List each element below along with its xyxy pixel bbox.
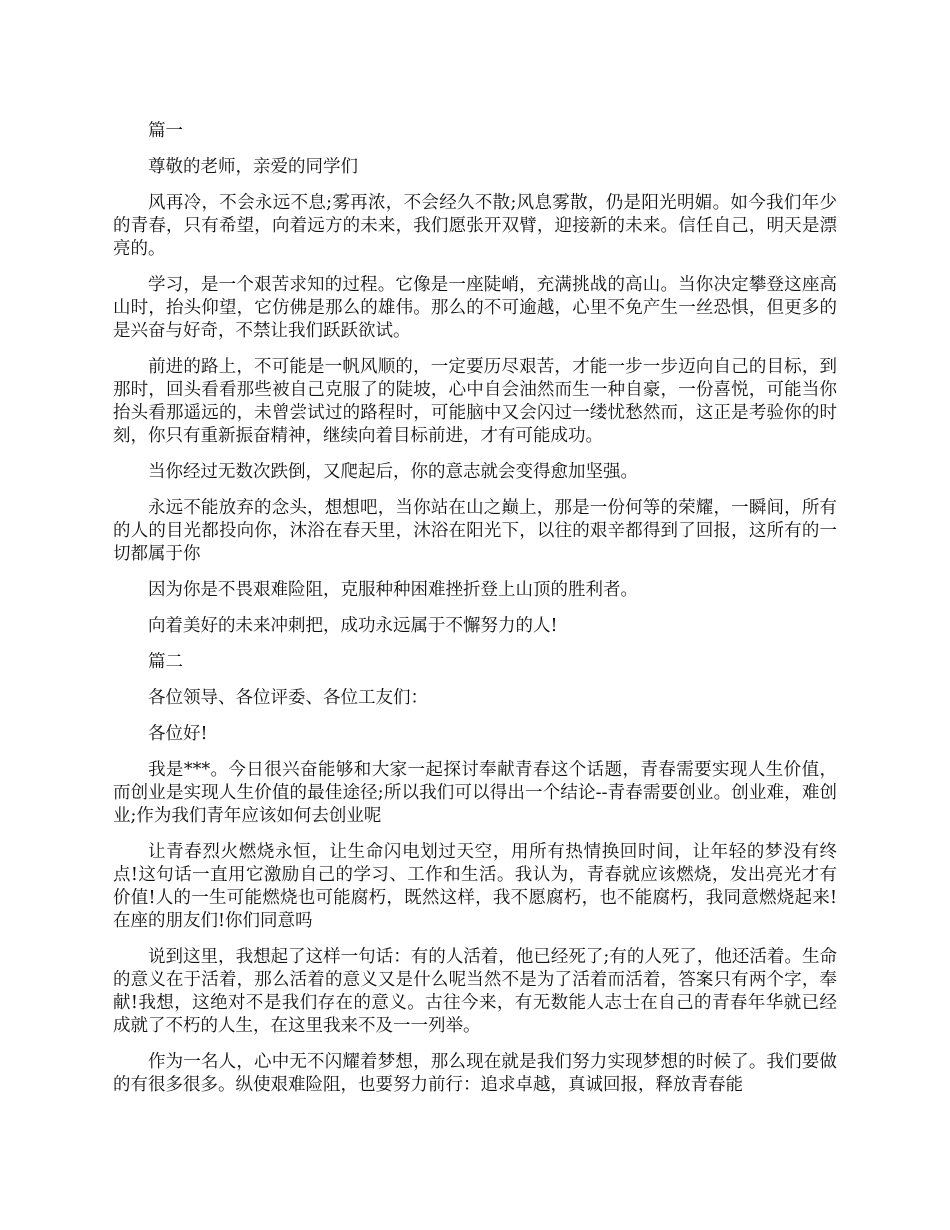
paragraph: 让青春烈火燃烧永恒，让生命闪电划过天空，用所有热情换回时间，让年轻的梦没有终点!这句话一直用它激励自己的学习、工作和生活。我认为，青春就应该燃烧，发出亮光才有价值!人的一生可能燃烧也可能腐朽，既然这样，我不愿腐朽，也不能腐朽，我同意燃烧起来!在座的朋友们!你们同意吗 (113, 842, 837, 931)
paragraph: 学习，是一个艰苦求知的过程。它像是一座陡峭，充满挑战的高山。当你决定攀登这座高山时，抬头仰望，它仿佛是那么的雄伟。那么的不可逾越，心里不免产生一丝恐惧，但更多的是兴奋与好奇，不禁让我们跃跃欲试。 (113, 275, 837, 341)
paragraph: 前进的路上，不可能是一帆风顺的，一定要历尽艰苦，才能一步一步迈向自己的目标，到那时，回头看看那些被自己克服了的陡坡，心中自会油然而生一种自豪，一份喜悦，可能当你抬头看那遥远的，未曾尝试过的路程时，可能脑中又会闪过一缕忧愁然而，这正是考验你的时刻，你只有重新振奋精神，继续向着目标前进，才有可能成功。 (113, 357, 837, 446)
greeting: 各位好! (148, 724, 208, 744)
paragraph: 说到这里，我想起了这样一句话：有的人活着，他已经死了;有的人死了，他还活着。生命的意义在于活着，那么活着的意义又是什么呢当然不是为了活着而活着，答案只有两个字，奉献!我想，这绝对不是我们存在的意义。古往今来，有无数能人志士在自己的青春年华就已经成就了不朽的人生，在这里我来不及一一列举。 (113, 947, 837, 1036)
paragraph: 永远不能放弃的念头，想想吧，当你站在山之巅上，那是一份何等的荣耀，一瞬间，所有的人的目光都投向你，沐浴在春天里，沐浴在阳光下，以往的艰辛都得到了回报，这所有的一切都属于你 (113, 498, 837, 564)
paragraph: 作为一名人，心中无不闪耀着梦想，那么现在就是我们努力实现梦想的时候了。我们要做的有很多很多。纵使艰难险阻，也要努力前行：追求卓越，真诚回报，释放青春能 (113, 1052, 837, 1095)
paragraph: 当你经过无数次跌倒，又爬起后，你的意志就会变得愈加坚强。 (148, 462, 638, 482)
paragraph: 风再冷，不会永远不息;雾再浓，不会经久不散;风息雾散，仍是阳光明媚。如今我们年少的青春，只有希望，向着远方的未来，我们愿张开双臂，迎接新的未来。信任自己，明天是漂亮的。 (113, 193, 837, 259)
paragraph: 因为你是不畏艰难险阻，克服种种困难挫折登上山顶的胜利者。 (148, 580, 638, 600)
salutation: 各位领导、各位评委、各位工友们： (148, 688, 428, 708)
paragraph: 向着美好的未来冲刺把，成功永远属于不懈努力的人! (148, 616, 558, 636)
salutation: 尊敬的老师，亲爱的同学们 (148, 157, 358, 177)
paragraph: 我是***。今日很兴奋能够和大家一起探讨奉献青春这个话题，青春需要实现人生价值，而创业是实现人生价值的最佳途径;所以我们可以得出一个结论--青春需要创业。创业难，难创业;作为我们青年应该如何去创业呢 (113, 760, 837, 826)
section-heading-2: 篇二 (148, 652, 183, 672)
document-page (113, 120, 837, 1110)
section-heading-1: 篇一 (148, 121, 183, 141)
